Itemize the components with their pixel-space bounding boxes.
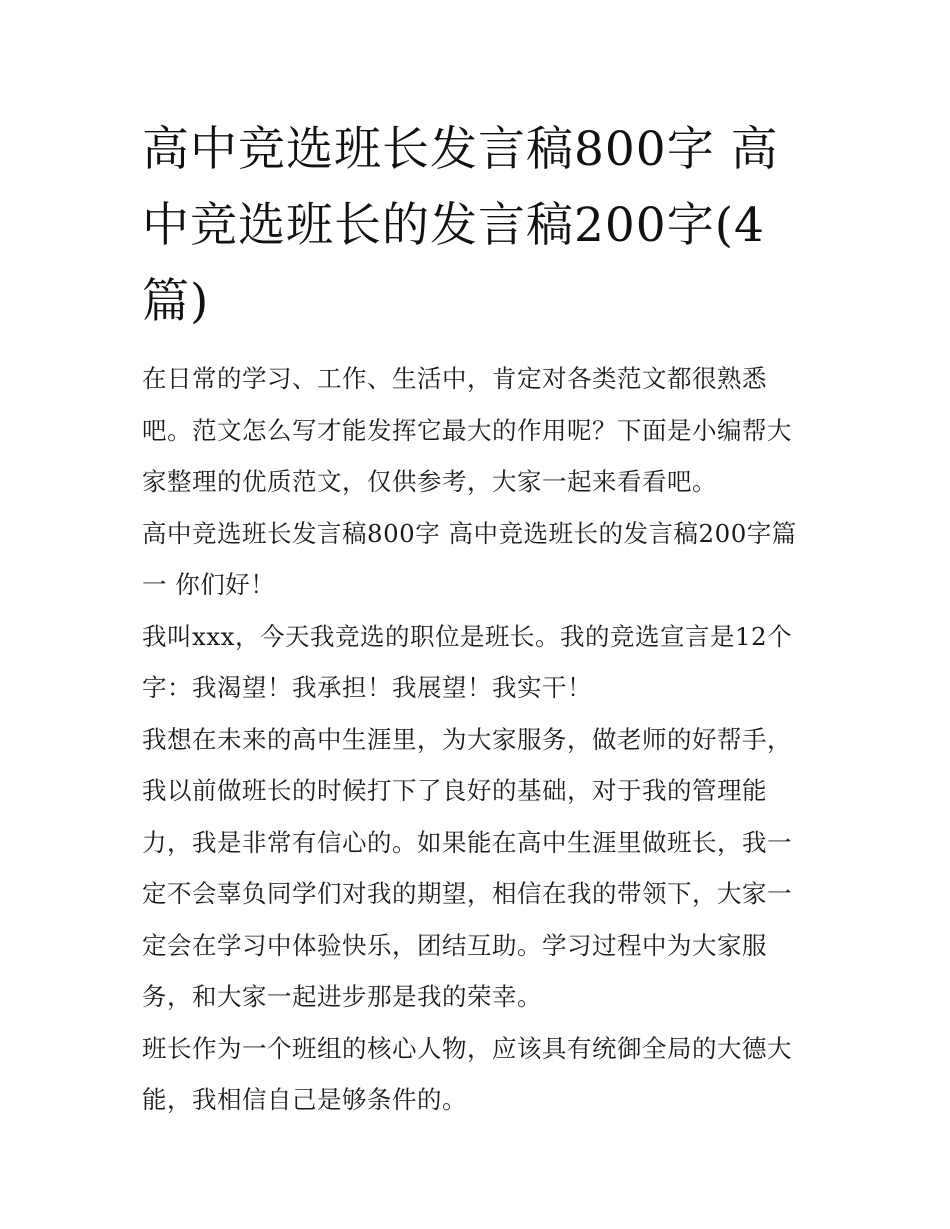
paragraph-self-intro: 我叫xxx，今天我竞选的职位是班长。我的竞选宣言是12个字：我渴望！我承担！我展望！我实干！ (142, 621, 793, 702)
document-page (142, 112, 814, 1126)
paragraph-intro: 在日常的学习、工作、生活中，肯定对各类范文都很熟悉吧。范文怎么写才能发挥它最大的作用呢？下面是小编帮大家整理的优质范文，仅供参考，大家一起来看看吧。 (142, 364, 792, 496)
document-body (142, 353, 814, 1126)
paragraph-closing: 班长作为一个班组的核心人物，应该具有统御全局的大德大能，我相信自己是够条件的。 (142, 1033, 792, 1114)
document-title: 高中竞选班长发言稿800字 高中竞选班长的发言稿200字(4篇) (142, 122, 779, 329)
paragraph-goals: 我想在未来的高中生涯里，为大家服务，做老师的好帮手，我以前做班长的时候打下了良好的基础，对于我的管理能力，我是非常有信心的。如果能在高中生涯里做班长，我一定不会辜负同学们对我的期望，相信在我的带领下，大家一定会在学习中体验快乐，团结互助。学习过程中为大家服务，和大家一起进步那是我的荣幸。 (142, 724, 792, 1011)
paragraph-heading-1: 高中竞选班长发言稿800字 高中竞选班长的发言稿200字篇一 你们好！ (142, 518, 797, 599)
